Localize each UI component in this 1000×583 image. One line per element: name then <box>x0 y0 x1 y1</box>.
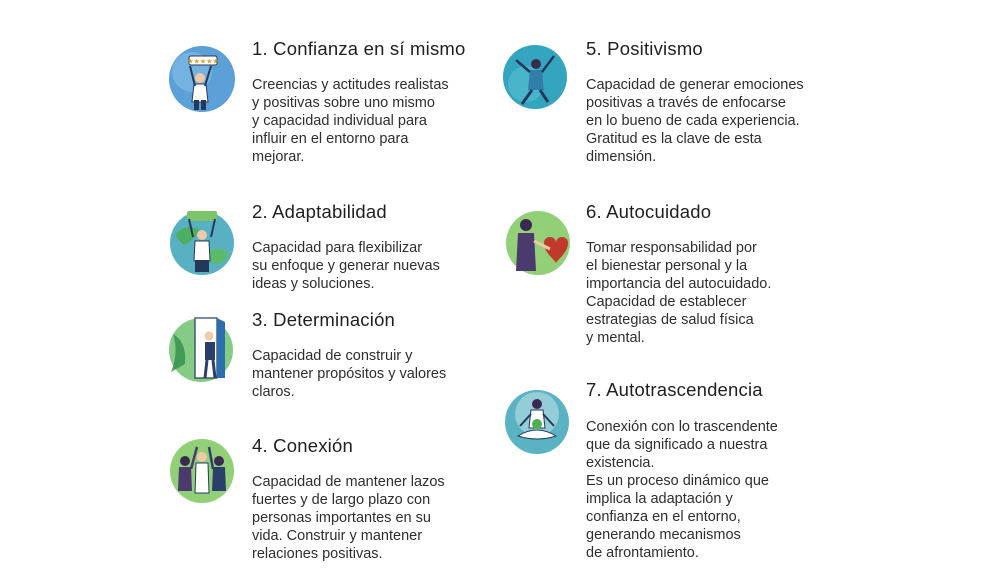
person-opening-door-icon <box>165 312 239 386</box>
dimension-description: Capacidad para flexibilizar su enfoque y generar nuevas ideas y soluciones. <box>252 240 440 292</box>
dimension-description: Capacidad de generar emociones positivas a través de enfocarse en lo bueno de cada experiencia. Gratitud es la clave de esta dimensión. <box>586 77 804 165</box>
dimension-description: Capacidad de construir y mantener propósitos y valores claros. <box>252 348 447 400</box>
svg-text:★★★★★: ★★★★★ <box>187 57 219 66</box>
person-meditating-icon <box>500 384 574 458</box>
person-jumping-joy-icon <box>498 40 572 114</box>
dimension-description: Tomar responsabilidad por el bienestar personal y la importancia del autocuidado. Capacidad de establecer estrategias de salud física y mental. <box>586 240 772 346</box>
dimension-title: 5. Positivismo <box>586 38 703 59</box>
dimension-description: Capacidad de mantener lazos fuertes y de largo plazo con personas importantes en su vida. Construir y mantener relaciones positivas. <box>252 474 445 562</box>
dimension-title: 6. Autocuidado <box>586 201 712 222</box>
dimension-title: 3. Determinación <box>252 309 396 330</box>
person-holding-globe-icon <box>165 205 239 279</box>
dimension-title: 7. Autotrascendencia <box>586 379 763 400</box>
dimension-title: 2. Adaptabilidad <box>252 201 387 222</box>
dimension-title: 1. Confianza en sí mismo <box>252 38 466 59</box>
dimension-description: Conexión con lo trascendente que da significado a nuestra existencia. Es un proceso dinámico que implica la adaptación y confianza en el entorno, generando mecanismos de afrontamiento. <box>586 419 778 561</box>
person-holding-star-rating-icon <box>165 42 239 116</box>
dimension-title: 4. Conexión <box>252 435 353 456</box>
person-hugging-heart-icon <box>500 205 574 279</box>
dimension-description: Creencias y actitudes realistas y positivas sobre uno mismo y capacidad individual para influir en el entorno para mejorar. <box>252 77 449 165</box>
group-of-people-icon <box>165 435 239 509</box>
